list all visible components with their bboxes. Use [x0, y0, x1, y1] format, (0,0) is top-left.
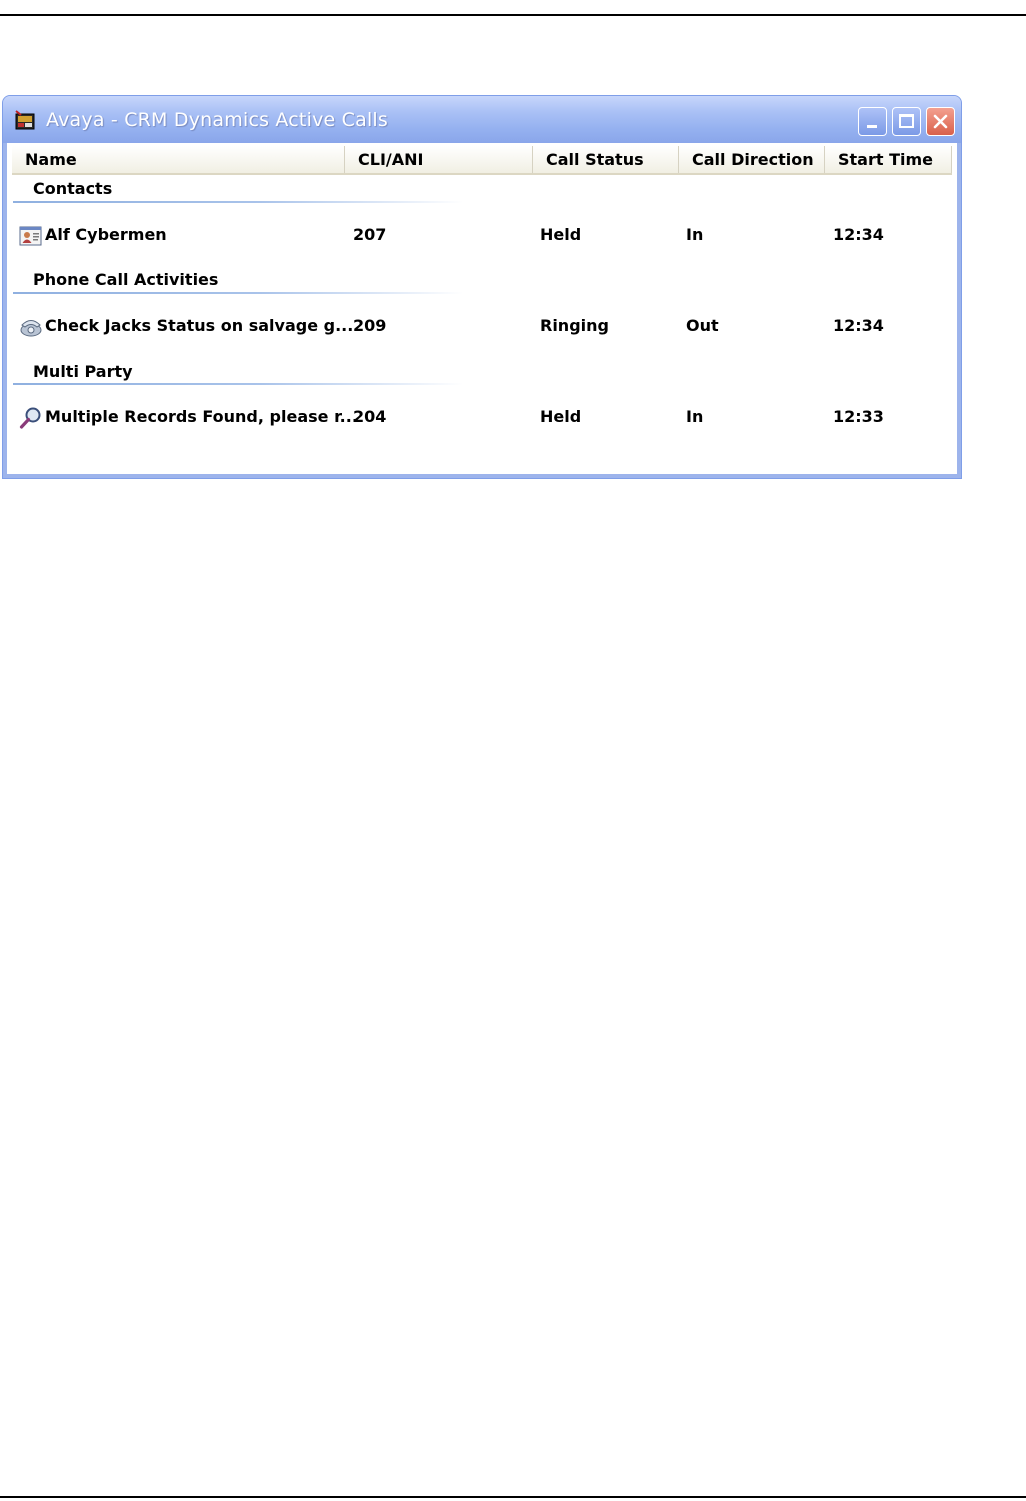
row-call-status: Held [540, 407, 582, 426]
row-name: Multiple Records Found, please r... [45, 407, 358, 426]
column-header-call-direction[interactable]: Call Direction [679, 146, 825, 173]
column-header-start-time[interactable]: Start Time [825, 146, 952, 173]
row-call-direction: In [686, 407, 704, 426]
group-divider [13, 292, 463, 294]
contact-card-icon [19, 224, 43, 248]
row-call-direction: Out [686, 316, 719, 335]
row-call-status: Held [540, 225, 582, 244]
row-name: Check Jacks Status on salvage g... [45, 316, 354, 335]
group-label-phone-call-activities: Phone Call Activities [33, 270, 219, 289]
window-title: Avaya - CRM Dynamics Active Calls [46, 109, 389, 131]
row-start-time: 12:33 [833, 407, 884, 426]
group-label-multi-party: Multi Party [33, 362, 133, 381]
active-calls-window [3, 96, 961, 478]
maximize-button[interactable] [892, 107, 921, 136]
row-cli-ani: 209 [353, 316, 387, 335]
row-start-time: 12:34 [833, 225, 884, 244]
row-call-direction: In [686, 225, 704, 244]
group-divider [13, 201, 463, 203]
column-header-call-status[interactable]: Call Status [533, 146, 679, 173]
page-bottom-rule [0, 1496, 1026, 1498]
app-icon [14, 109, 36, 131]
close-button[interactable] [926, 107, 955, 136]
row-cli-ani: 207 [353, 225, 387, 244]
column-header-name[interactable]: Name [12, 146, 345, 173]
calls-list [7, 143, 957, 474]
phone-call-icon [19, 315, 43, 339]
close-icon [932, 113, 949, 130]
column-header-cli-ani[interactable]: CLI/ANI [345, 146, 533, 173]
row-name: Alf Cybermen [45, 225, 167, 244]
row-cli-ani: 204 [353, 407, 387, 426]
group-divider [13, 383, 463, 385]
magnifier-icon [19, 406, 43, 430]
title-bar[interactable] [3, 96, 961, 143]
column-header-row [12, 146, 952, 175]
minimize-button[interactable] [858, 107, 887, 136]
row-call-status: Ringing [540, 316, 609, 335]
group-label-contacts: Contacts [33, 179, 113, 198]
page-top-rule [0, 14, 1026, 16]
row-start-time: 12:34 [833, 316, 884, 335]
